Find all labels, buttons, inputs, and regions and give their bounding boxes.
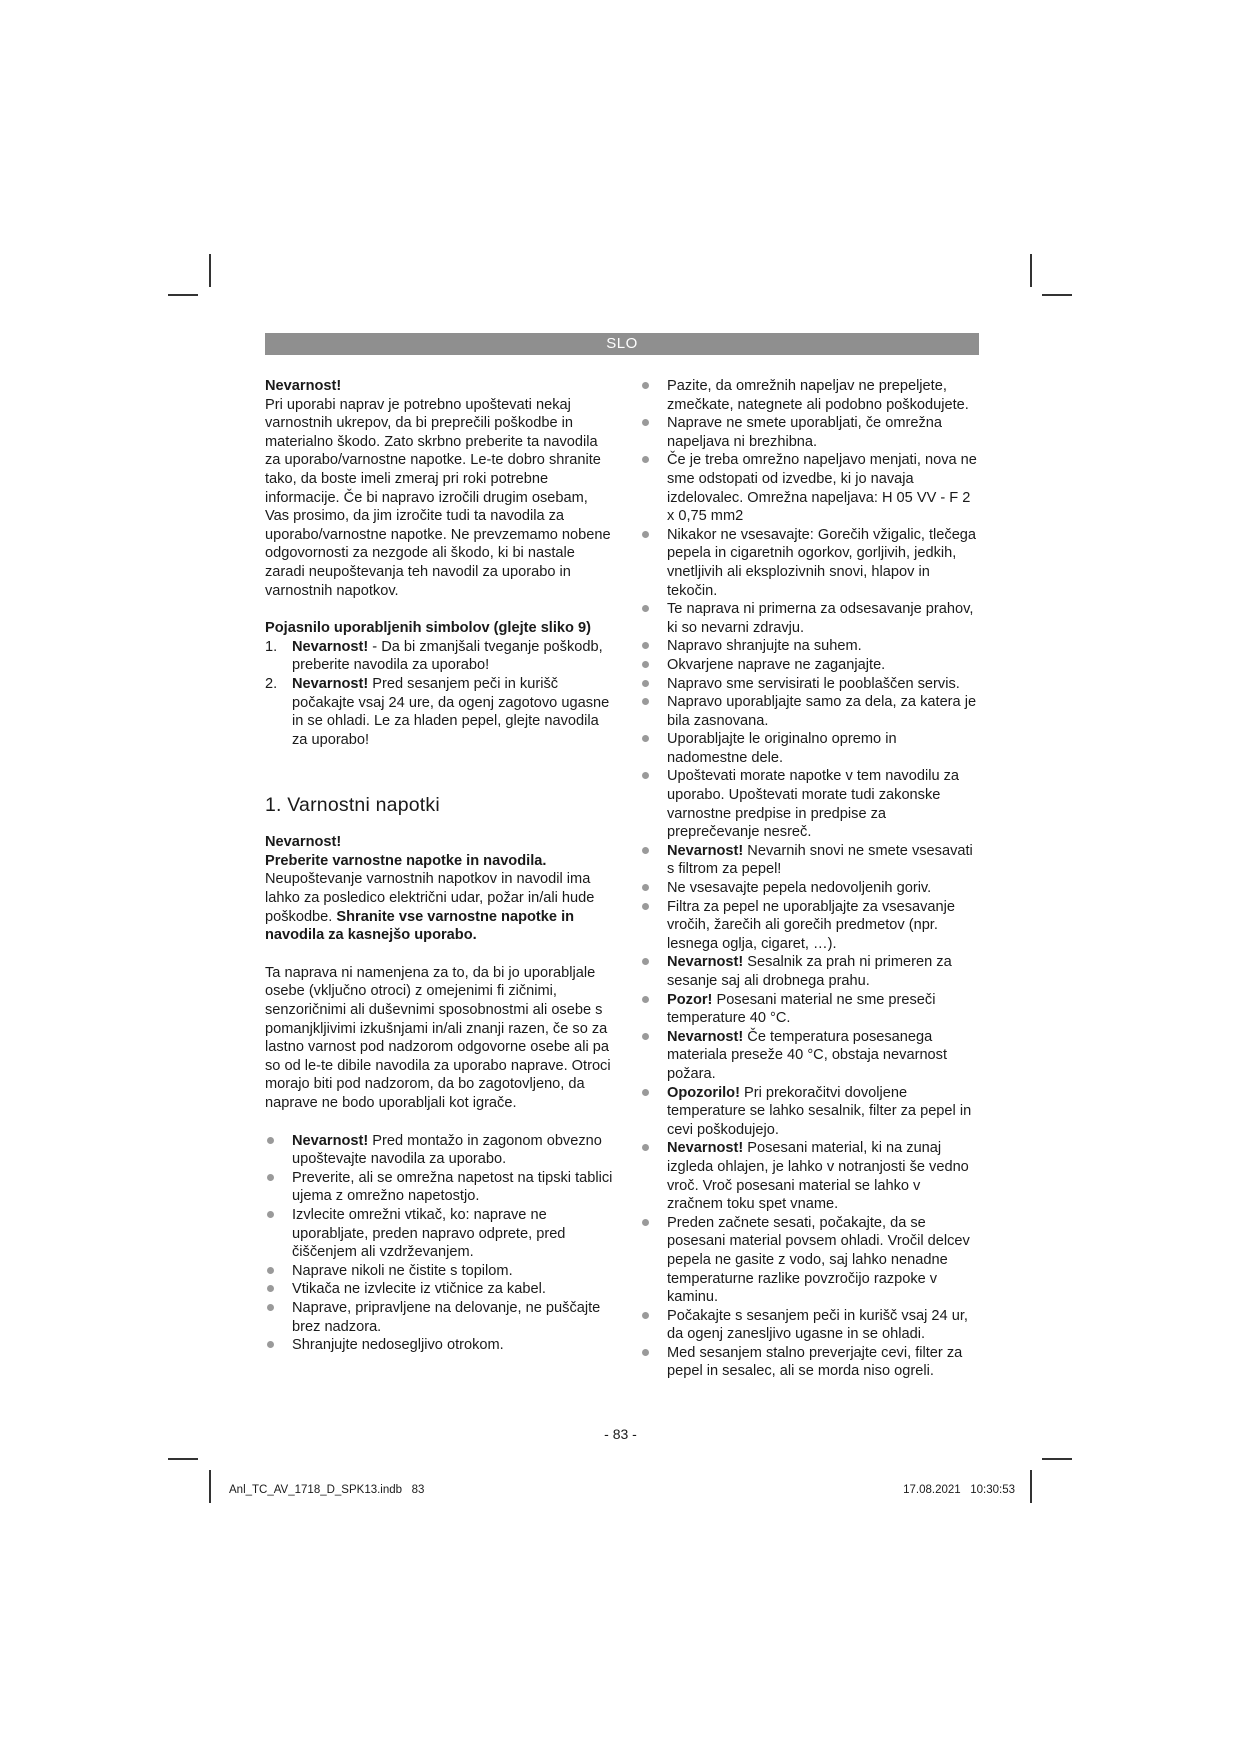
language-label: SLO: [606, 335, 638, 352]
list-item: [640, 842, 980, 879]
bullet-dot-icon: [267, 1174, 274, 1181]
bullet-text: Preden začnete sesati, počakajte, da se posesani material povsem ohladi. Vročil delcev pepela ne gasite z vodo, saj lahko nenadne temperaturne razlike povzročijo razpoke v kaminu.: [667, 1214, 970, 1306]
crop-mark: [209, 1470, 211, 1503]
bullet-text: Filtra za pepel ne uporabljajte za vsesavanje vročih, žarečih ali gorečih predmetov (npr. lesnega oglja, cigaret, …).: [667, 898, 955, 952]
left-column: [265, 377, 615, 1355]
list-item: [640, 377, 980, 414]
crop-mark: [209, 254, 211, 287]
bullet-text: Izvlecite omrežni vtikač, ko: naprave ne uporabljate, preden napravo odprete, pred čiščenjem ali vzdrževanjem.: [292, 1206, 566, 1261]
bullet-text: Upoštevati morate napotke v tem navodilu za uporabo. Upoštevati morate tudi zakonske varnostne predpise in predpise za preprečevanje nesreč.: [667, 768, 960, 841]
right-column: [640, 377, 980, 1381]
list-item: [640, 1307, 980, 1344]
bullet-text: Nikakor ne vsesavajte: Gorečih vžigalic, tlečega pepela in cigaretnih ogorkov, gorljivih, jedkih, vnetljivih ali eksplozivnih snovi, hlapov in tekočin.: [667, 526, 977, 599]
symbol-number: 2.: [265, 675, 278, 692]
list-item: [640, 991, 980, 1028]
list-item: [640, 414, 980, 451]
crop-mark: [168, 294, 198, 296]
bullet-text: Posesani material, ki na zunaj izgleda ohlajen, je lahko v notranjosti še vedno vroč. Vroč posesani material se lahko v zračnem toku spet vname.: [667, 1140, 969, 1213]
bullet-text: Vtikača ne izvlecite iz vtičnice za kabel.: [292, 1281, 546, 1298]
list-item: [640, 675, 980, 694]
symbol-warning: Nevarnost!: [292, 638, 369, 655]
bullet-dot-icon: [642, 847, 649, 854]
list-item: [265, 1280, 615, 1299]
bullet-dot-icon: [642, 1144, 649, 1151]
bullet-dot-icon: [267, 1267, 274, 1274]
bullet-text: Uporabljajte le originalno opremo in nadomestne dele.: [667, 731, 897, 766]
bullet-dot-icon: [642, 735, 649, 742]
crop-mark: [1030, 1470, 1032, 1503]
bullet-text: Te naprava ni primerna za odsesavanje prahov, ki so nevarni zdravju.: [667, 601, 974, 636]
bullet-text: Pazite, da omrežnih napeljav ne prepeljete, zmečkate, nategnete ali podobno poškodujete.: [667, 378, 969, 413]
bullet-dot-icon: [642, 456, 649, 463]
bullet-dot-icon: [642, 996, 649, 1003]
bullet-text: Nevarnih snovi ne smete vsesavati s filtrom za pepel!: [667, 842, 973, 878]
bullet-dot-icon: [267, 1211, 274, 1218]
bullet-text: Počakajte s sesanjem peči in kurišč vsaj 24 ur, da ogenj zanesljivo ugasne in se ohladi.: [667, 1307, 968, 1343]
bullet-dot-icon: [642, 772, 649, 779]
warning-text: Neupoštevanje varnostnih napotkov in navodil ima lahko za posledico električni udar, požar in/ali hude poškodbe. Shranite vse varnostne napotke in navodila za kasnejšo uporabo.: [265, 871, 595, 944]
bullet-warning: Nevarnost!: [667, 954, 744, 971]
bullet-dot-icon: [642, 661, 649, 668]
intro-heading: Nevarnost!: [265, 378, 342, 394]
bullet-text: Med sesanjem stalno preverjajte cevi, filter za pepel in sesalec, ali se morda niso ogreli.: [667, 1344, 963, 1380]
bullet-warning: Nevarnost!: [667, 842, 744, 859]
bullet-dot-icon: [642, 1349, 649, 1356]
list-item: [265, 1206, 615, 1262]
crop-mark: [1042, 1458, 1072, 1460]
list-item: [265, 1262, 615, 1281]
symbols-list: [265, 638, 615, 750]
bullet-warning: Nevarnost!: [667, 1028, 744, 1045]
list-item: [265, 1336, 615, 1355]
symbol-item: [265, 675, 615, 749]
bullet-dot-icon: [642, 1089, 649, 1096]
bullet-dot-icon: [642, 680, 649, 687]
list-item: [640, 526, 980, 600]
bullet-text: Shranjujte nedosegljivo otrokom.: [292, 1337, 504, 1354]
bullet-dot-icon: [642, 1312, 649, 1319]
bullet-text: Pred montažo in zagonom obvezno upoštevajte navodila za uporabo.: [292, 1132, 602, 1168]
bullet-dot-icon: [642, 531, 649, 538]
list-item: [640, 1214, 980, 1307]
bullet-dot-icon: [267, 1137, 274, 1144]
bullet-text: Posesani material ne sme preseči temperature 40 °C.: [667, 991, 936, 1027]
bullet-dot-icon: [642, 884, 649, 891]
bullet-text: Naprave nikoli ne čistite s topilom.: [292, 1262, 513, 1279]
bullet-text: Napravo uporabljajte samo za dela, za katera je bila zasnovana.: [667, 694, 977, 729]
list-item: [640, 693, 980, 730]
list-item: [640, 879, 980, 898]
warning-subheading: Preberite varnostne napotke in navodila.: [265, 852, 547, 869]
footer-timestamp: 17.08.2021 10:30:53: [903, 1484, 1015, 1496]
bullet-warning: Opozorilo!: [667, 1084, 740, 1101]
crop-mark: [1042, 294, 1072, 296]
bullet-dot-icon: [642, 698, 649, 705]
bullet-text: Napravo shranjujte na suhem.: [667, 638, 862, 655]
list-item: [640, 451, 980, 525]
children-text: Ta naprava ni namenjena za to, da bi jo uporabljale osebe (vključno otroci) z omejenimi fi zičnimi, senzoričnimi ali duševnimi sposobnostmi ali osebe s pomanjkljivimi izkušnjami in/ali znanji razen, če so za lastno varnost pod nadzorom odgovorne osebe ali pa so od le-te dibile navodila za uporabo naprave. Otroci morajo biti pod nadzorom, da bo zagotovljeno, da naprave ne bodo uporabljali kot igrače.: [265, 964, 611, 1111]
list-item: [640, 600, 980, 637]
bullet-dot-icon: [642, 903, 649, 910]
bullet-text: Preverite, ali se omrežna napetost na tipski tablici ujema z omrežno napetostjo.: [292, 1169, 613, 1205]
bullet-dot-icon: [642, 958, 649, 965]
left-bullet-list: [265, 1132, 615, 1355]
bullet-dot-icon: [642, 642, 649, 649]
bullet-text: Če je treba omrežno napeljavo menjati, nova ne sme odstopati od izvedbe, ki jo navaja izdelovalec. Omrežna napeljava: H 05 VV - F 2 x 0,75 mm2: [667, 452, 977, 525]
list-item: [640, 1139, 980, 1213]
page-number: - 83 -: [604, 1426, 637, 1442]
bullet-dot-icon: [642, 1033, 649, 1040]
list-item: [265, 1299, 615, 1336]
list-item: [640, 637, 980, 656]
bullet-text: Napravo sme servisirati le pooblaščen servis.: [667, 675, 960, 692]
bullet-dot-icon: [267, 1304, 274, 1311]
bullet-dot-icon: [642, 419, 649, 426]
bullet-dot-icon: [642, 605, 649, 612]
bullet-text: Okvarjene naprave ne zaganjajte.: [667, 656, 886, 673]
symbol-text: Pred sesanjem peči in kurišč počakajte vsaj 24 ure, da ogenj zagotovo ugasne in se ohladi. Le za hladen pepel, glejte navodila za uporabo!: [292, 675, 610, 748]
symbol-warning: Nevarnost!: [292, 675, 369, 692]
warning-heading: Nevarnost!: [265, 834, 342, 851]
list-item: [640, 656, 980, 675]
list-item: [640, 1028, 980, 1084]
bullet-warning: Nevarnost!: [667, 1140, 744, 1157]
list-item: [265, 1169, 615, 1206]
bullet-text: Naprave ne smete uporabljati, če omrežna napeljava ni brezhibna.: [667, 415, 942, 450]
symbols-heading: Pojasnilo uporabljenih simbolov (glejte sliko 9): [265, 620, 591, 637]
bullet-text: Če temperatura posesanega materiala preseže 40 °C, obstaja nevarnost požara.: [667, 1028, 948, 1082]
bullet-text: Sesalnik za prah ni primeren za sesanje saj ali drobnega prahu.: [667, 954, 952, 989]
bullet-warning: Pozor!: [667, 991, 713, 1008]
language-header-bar: [265, 333, 979, 355]
crop-mark: [168, 1458, 198, 1460]
list-item: [640, 898, 980, 954]
bullet-dot-icon: [267, 1285, 274, 1292]
right-bullet-list: [640, 377, 980, 1381]
bullet-dot-icon: [642, 1219, 649, 1226]
bullet-text: Pri prekoračitvi dovoljene temperature se lahko sesalnik, filter za pepel in cevi poškodujejo.: [667, 1084, 972, 1138]
list-item: [640, 767, 980, 841]
symbol-text: - Da bi zmanjšali tveganje poškodb, preberite navodila za uporabo!: [292, 638, 603, 674]
bullet-dot-icon: [267, 1341, 274, 1348]
bullet-text: Ne vsesavajte pepela nedovoljenih goriv.: [667, 880, 932, 897]
list-item: [640, 953, 980, 990]
list-item: [640, 1344, 980, 1381]
crop-mark: [1030, 254, 1032, 287]
list-item: [265, 1132, 615, 1169]
bullet-dot-icon: [642, 382, 649, 389]
section-title: 1. Varnostni napotki: [265, 794, 440, 817]
list-item: [640, 1084, 980, 1140]
bullet-warning: Nevarnost!: [292, 1132, 369, 1149]
bullet-text: Naprave, pripravljene na delovanje, ne puščajte brez nadzora.: [292, 1299, 601, 1335]
intro-text: Pri uporabi naprav je potrebno upoštevati nekaj varnostnih ukrepov, da bi preprečili poškodbe in materialno škodo. Zato skrbno preberite ta navodila za uporabo/varnostne napotke. Le-te dobro shranite tako, da boste imeli zmeraj pri roki potrebne informacije. Če bi napravo izročili drugim osebam, Vas prosimo, da jim izročite tudi ta navodila za uporabo/varnostne napotke. Ne prevzemamo nobene odgovornosti za nezgode ali škodo, ki bi nastale zaradi neupoštevanja teh navodil za uporabo in varnostnih napotkov.: [265, 396, 611, 599]
symbol-number: 1.: [265, 638, 278, 655]
symbol-item: [265, 638, 615, 675]
footer-file-name: Anl_TC_AV_1718_D_SPK13.indb 83: [229, 1484, 425, 1496]
list-item: [640, 730, 980, 767]
